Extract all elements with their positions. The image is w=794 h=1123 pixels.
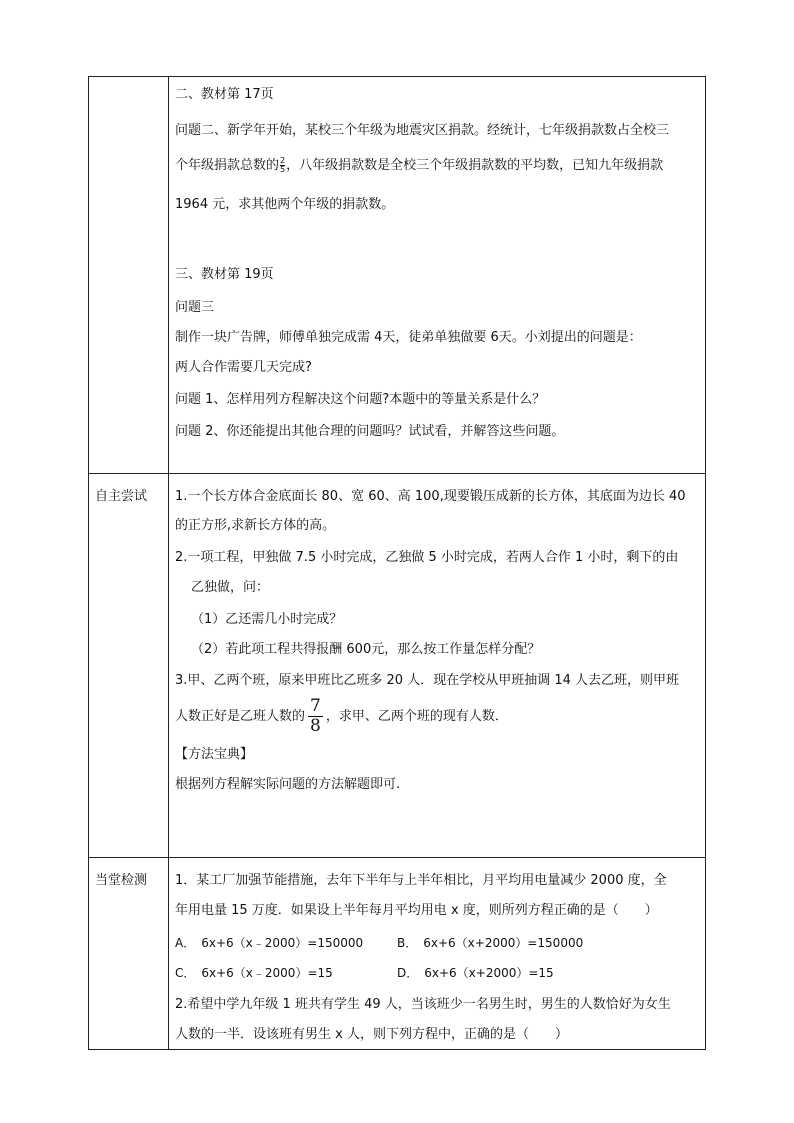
check-q2-line2: 人数的一半．设该班有男生 x 人，则下列方程中，正确的是（ ） xyxy=(175,1027,568,1042)
fraction-7-8 xyxy=(308,697,323,736)
row-divider-2 xyxy=(89,857,705,858)
row-divider-1 xyxy=(89,473,705,474)
fraction-denominator: 5 xyxy=(280,165,286,174)
fraction-2-5 xyxy=(280,157,285,174)
try-item1-line1: 1.一个长方体合金底面长 80、宽 60、高 100,现要锻压成新的长方体，其底面为边长 40 xyxy=(175,489,686,504)
label-self-try: 自主尝试 xyxy=(95,489,148,504)
method-text: 根据列方程解实际问题的方法解题即可. xyxy=(175,777,401,792)
try-item3-line1: 3.甲、乙两个班，原来甲班比乙班多 20 人．现在学校从甲班抽调 14 人去乙班，则甲班 xyxy=(175,673,680,688)
problem2-line1: 问题二、新学年开始，某校三个年级为地震灾区捐款。经统计，七年级捐款数占全校三 xyxy=(175,123,670,138)
heading-page17: 二、教材第 17页 xyxy=(175,87,274,102)
problem3-line1: 制作一块广告牌，师傅单独完成需 4天，徒弟单独做要 6天。小刘提出的问题是： xyxy=(175,330,642,345)
fraction-numerator: 7 xyxy=(310,696,321,716)
try-item3-line2-start: 人数正好是乙班人数的 xyxy=(175,709,306,724)
try-item1-line2: 的正方形,求新长方体的高。 xyxy=(175,518,336,533)
fraction-denominator: 8 xyxy=(310,716,321,736)
method-title: 【方法宝典】 xyxy=(175,747,254,762)
problem2-line2-end: ，八年级捐款数是全校三个年级捐款数的平均数，已知九年级捐款 xyxy=(286,158,664,173)
option-c: C． 6x+6（x﹣2000）=15 xyxy=(175,966,333,980)
check-q1-line2: 年用电量 15 万度．如果设上半年每月平均用电 x 度，则所列方程正确的是（ ） xyxy=(175,903,658,918)
problem2-line2 xyxy=(175,157,663,174)
label-class-check: 当堂检测 xyxy=(95,873,148,888)
question-1: 问题 1、怎样用列方程解决这个问题?本题中的等量关系是什么？ xyxy=(175,392,546,407)
problem2-line3: 1964 元，求其他两个年级的捐款数。 xyxy=(175,197,395,212)
try-item3-line2-end: ，求甲、乙两个班的现有人数． xyxy=(325,709,508,724)
check-q1-line1: 1．某工厂加强节能措施，去年下半年与上半年相比，月平均用电量减少 2000 度，全 xyxy=(175,873,667,888)
option-a: A． 6x+6（x﹣2000）=150000 xyxy=(175,936,364,950)
fraction-numerator: 2 xyxy=(280,156,286,165)
try-item2-line2: 乙独做，问： xyxy=(191,580,270,595)
option-d: D． 6x+6（x+2000）=15 xyxy=(397,966,554,980)
heading-page19: 三、教材第 19页 xyxy=(175,267,274,282)
try-item2-sub2: （2）若此项工程共得报酬 600元，那么按工作量怎样分配？ xyxy=(191,642,541,657)
column-divider xyxy=(168,77,169,1049)
try-item2-line1: 2.一项工程，甲独做 7.5 小时完成，乙独做 5 小时完成，若两人合作 1 小时，剩下的由 xyxy=(175,550,679,565)
try-item2-sub1: （1）乙还需几小时完成？ xyxy=(191,612,343,627)
problem2-line2-start: 个年级捐款总数的 xyxy=(175,158,280,173)
question-2: 问题 2、你还能提出其他合理的问题吗？试试看，并解答这些问题。 xyxy=(175,424,565,439)
option-b: B． 6x+6（x+2000）=150000 xyxy=(397,936,584,950)
problem3-title: 问题三 xyxy=(175,300,215,315)
lesson-table xyxy=(88,76,706,1050)
check-q2-line1: 2.希望中学九年级 1 班共有学生 49 人，当该班少一名男生时，男生的人数恰好为女生 xyxy=(175,997,671,1012)
try-item3-line2 xyxy=(175,697,508,736)
problem3-line2: 两人合作需要几天完成? xyxy=(175,360,312,375)
